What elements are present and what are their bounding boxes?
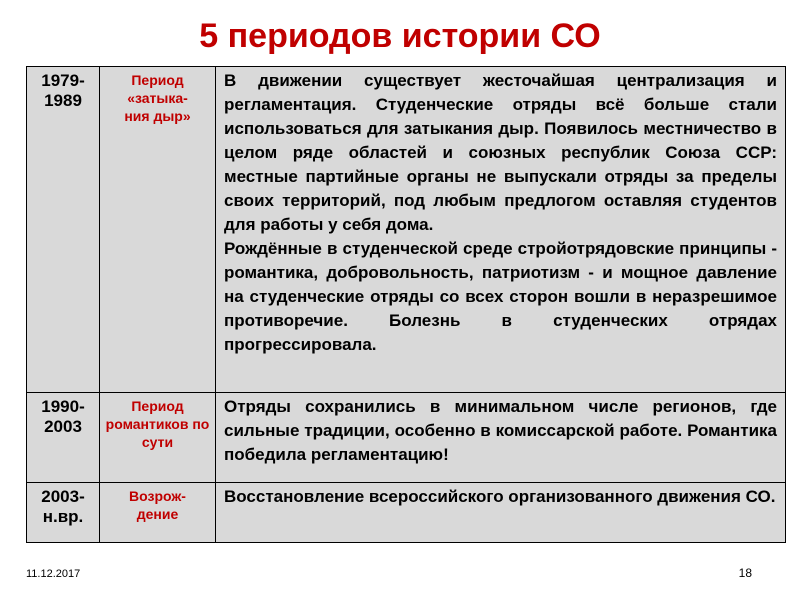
table-row [27,393,786,483]
table-row [27,67,786,393]
description-paragraph: В движении существует жесточайшая централизация и регламентация. Студенческие отряды всё больше стали использоваться для затыкания дыр. Появилось местничество в целом ряде областей и союзных республик Союза ССР: местные партийные органы не выпускали отряды за пределы своих территорий, под любым предлогом оставляя студентов для работы у себя дома. [224,71,777,234]
description-paragraph: Восстановление всероссийского организованного движения СО. [224,487,776,506]
page-title: 5 периодов истории СО [199,17,601,55]
table-row [27,483,786,543]
row-description [216,393,786,483]
row-description [216,67,786,393]
page-number: 18 [738,566,752,580]
footer-date: 11.12.2017 [26,568,81,580]
description-paragraph: Рождённые в студенческой среде стройотрядовские принципы - романтика, добровольность, патриотизм - и мощное давление на студенческие отряды со всех сторон вошли в неразрешимое противоречие. Болезнь в студенческих отрядах прогрессировала. [224,239,777,354]
row-period-name: Возрож- дение [100,483,216,543]
description-paragraph: Отряды сохранились в минимальном числе регионов, где сильные традиции, особенно в комиссарской работе. Романтика победила регламентацию! [224,397,777,464]
row-description [216,483,786,543]
row-years: 1979- 1989 [27,67,100,393]
row-period-name: Период романтиков по сути [100,393,216,483]
row-years: 1990- 2003 [27,393,100,483]
row-period-name: Период «затыка- ния дыр» [100,67,216,393]
row-years: 2003- н.вр. [27,483,100,543]
periods-table [26,66,786,543]
